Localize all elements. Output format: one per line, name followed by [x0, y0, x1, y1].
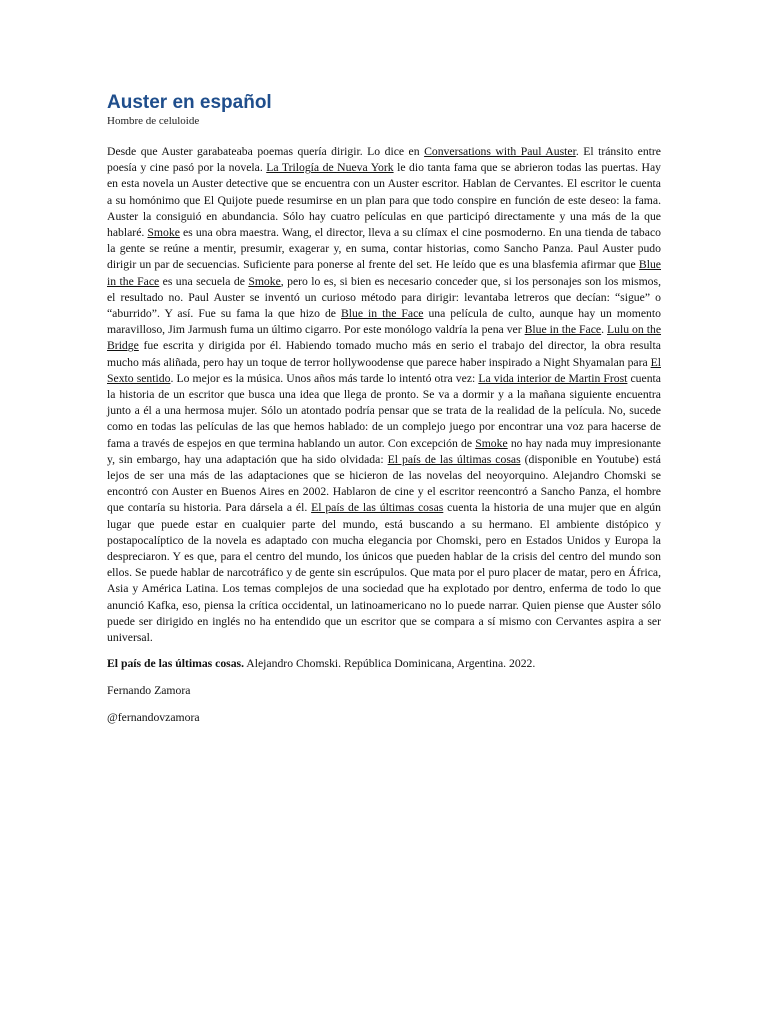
inline-link[interactable]: Conversations with Paul Auster: [424, 145, 576, 158]
article: [107, 92, 661, 737]
body-text-segment: (disponible en Youtube) está lejos de ser una más de las adaptaciones que se hicieron de las novelas del neoyorquino. Alejandro Chomski se encontró con Auster en Buenos Aires en 2002. Hablaron de cine y el escritor reencontró a Sancho Panza, el hombre que contaría su historia. Para dársela a él.: [107, 452, 661, 515]
body-text-segment: .: [601, 323, 607, 337]
body-text-segment: cuenta la historia de una mujer que en algún lugar que puede estar en cualquier parte del mundo, está buscando a su hermano. El ambiente distópico y postapocalíptico de la novela es adaptado con mucha elegancia por Chomski, pero en Estados Unidos y Europa la despreciaron. Y es que, para el centro del mundo, los únicos que pueden hablar de la crisis del centro del mundo son ellos. Se puede hablar de narcotráfico y de gente sin escrúpulos. Que mata por el puro placer de matar, pero en África, Asia y América Latina. Los temas complejos de una sociedad que ha explotado por dentro, enferma de todo lo que anunció Kafka, eso, piensa la crítica occidental, un latinoamericano no lo puede narrar. Quien piense que Auster sólo puede ser dirigido en inglés no ha entendido que un escritor que se compara a sí mismo con Cervantes aspira a ser universal.: [107, 501, 661, 645]
body-text-segment: cuenta la historia de un escritor que busca una idea que llega de pronto. Se va a dormir y a la mañana siguiente encuentra junto a él a una hermosa mujer. Sólo un atontado podría pensar que se trata de la realidad de la película. No, sucede como en todas las películas de las que hemos hablado: de un complejo juego por encontrar una voz para hacerse de fama a través de espejos en que termina hablando un autor. Con excepción de: [107, 371, 661, 450]
body-text-segment: es una obra maestra. Wang, el director, lleva a su clímax el cine posmoderno. En una tienda de tabaco la gente se reúne a mentir, presumir, exagerar y, en suma, contar historias, como Sancho Panza. Paul Auster pudo dirigir un par de secuencias. Suficiente para ponerse al frente del set. He leído que es una blasfemia afirmar que: [107, 226, 661, 272]
article-body: [107, 144, 661, 646]
body-text-segment: . Lo mejor es la música. Unos años más tarde lo intentó otra vez:: [170, 371, 479, 385]
film-details: Alejandro Chomski. República Dominicana, Argentina. 2022.: [244, 657, 536, 671]
body-text-segment: Desde que Auster garabateaba poemas quería dirigir. Lo dice en: [107, 145, 425, 158]
body-text-segment: es una secuela de: [159, 274, 249, 288]
inline-link[interactable]: Blue in the Face: [524, 323, 602, 337]
article-subtitle: Hombre de celuloide: [107, 115, 200, 127]
body-text-segment: fue escrita y dirigida por él. Habiendo tomado mucho más en serio el trabajo del director, la obra resulta mucho más aliñada, pero hay un toque de terror hollywoodense que parece haber inspirado a Night Shyamalan para: [107, 339, 661, 369]
body-text-segment: . El tránsito entre poesía y cine pasó por la novela.: [107, 145, 661, 175]
inline-link[interactable]: El país de las últimas cosas: [311, 501, 444, 515]
body-text-segment: una película de culto, aunque hay un momento maravilloso, Jim Jarmush fuma un último cigarro. Por este monólogo valdría la pena ver: [107, 307, 661, 337]
inline-link[interactable]: El Sexto sentido: [107, 355, 661, 385]
inline-link[interactable]: La Trilogía de Nueva York: [266, 161, 394, 175]
body-text-segment: , pero lo es, si bien es necesario conceder que, si los personajes son los mismos, el resultado no. Paul Auster se inventó un curioso método para dirigir: levantaba letreros que decían: “sigue” o “aburrido”. Y así. Fue su fama la que hizo de: [107, 274, 661, 321]
author-handle: @fernandovzamora: [107, 711, 200, 725]
inline-link[interactable]: La vida interior de Martin Frost: [478, 371, 628, 385]
body-text-segment: no hay nada muy impresionante y, sin embargo, hay una adaptación que ha sido olvidada:: [107, 436, 661, 466]
inline-link[interactable]: Smoke: [475, 436, 508, 450]
body-text-segment: le dio tanta fama que se abrieron todas las puertas. Hay en esta novela un Auster detective que se encuentra con un Auster escritor. Hablan de Cervantes. El escritor le cuenta a su homónimo que El Quijote puede resumirse en un plan para que todo conspire en función de este deseo: la fama. Auster la consiguió en abundancia. Sólo hay cuatro películas en que participó directamente y una más de la que hablaré.: [107, 161, 661, 240]
inline-link[interactable]: Smoke: [248, 274, 281, 288]
film-info: [107, 656, 661, 672]
inline-link[interactable]: Blue in the Face: [340, 307, 424, 321]
film-title: El país de las últimas cosas.: [107, 657, 245, 671]
inline-link[interactable]: Lulu on the Bridge: [107, 323, 662, 353]
inline-link[interactable]: Blue in the Face: [107, 258, 661, 288]
article-title: Auster en español: [107, 92, 272, 113]
inline-link[interactable]: Smoke: [147, 226, 180, 240]
author-name: Fernando Zamora: [107, 684, 191, 698]
inline-link[interactable]: El país de las últimas cosas: [387, 452, 521, 466]
